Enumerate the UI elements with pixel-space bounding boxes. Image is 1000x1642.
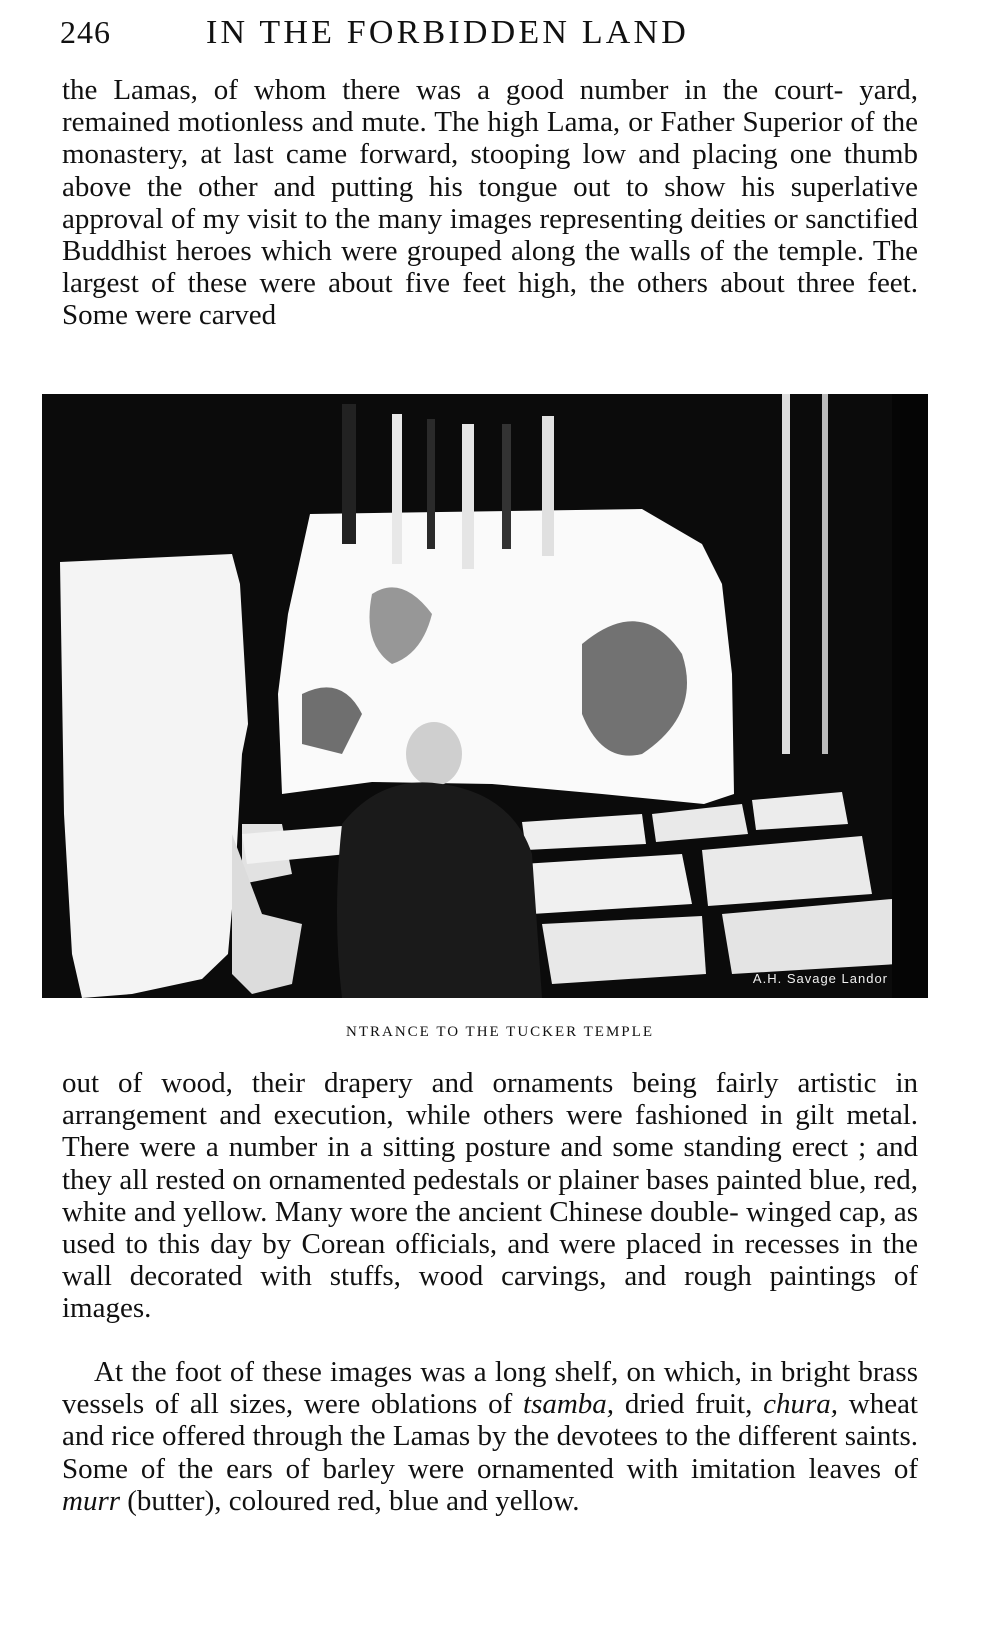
artist-signature: A.H. Savage Landor	[752, 971, 888, 986]
illustration-drawing	[42, 394, 928, 998]
paragraph-3-text-3: wheat and rice offered through the Lamas by the devotees to the different saints. Some of the ears of barley were ornamented with imitation leaves of	[62, 1388, 918, 1485]
italic-term-tsamba: tsamba,	[523, 1388, 615, 1421]
page-number: 246	[60, 14, 111, 50]
paragraph-2: out of wood, their drapery and ornaments being fairly artistic in arrangement and execution, while others were fashioned in gilt metal. There were a number in a sitting posture and some standing erect ; and they all rested on ornamented pedestals or plainer bases painted blue, red, white and yellow. Many wore the ancient Chinese double- winged cap, as used to this day by Corean officials, and were placed in recesses in the wall decorated with stuffs, wood carvings, and rough paintings of images.	[62, 1067, 918, 1325]
figure-caption: NTRANCE TO THE TUCKER TEMPLE	[346, 1024, 654, 1040]
paragraph-3-text-4: (butter), coloured red, blue and yellow.	[120, 1484, 580, 1517]
temple-entrance-illustration	[42, 394, 928, 998]
italic-term-chura: chura,	[763, 1388, 838, 1421]
paragraph-3-text-2: dried fruit,	[614, 1388, 764, 1421]
paragraph-3-text-1: At the foot of these images was a long shelf, on which, in bright brass vessels of all sizes, were oblations of	[62, 1356, 918, 1421]
italic-term-murr: murr	[62, 1484, 121, 1517]
running-head: IN THE FORBIDDEN LAND	[206, 14, 690, 51]
paragraph-3	[62, 1356, 918, 1517]
paragraph-1: the Lamas, of whom there was a good number in the court- yard, remained motionless and mute. The high Lama, or Father Superior of the monastery, at last came forward, stooping low and placing one thumb above the other and putting his tongue out to show his superlative approval of my visit to the many images representing deities or sanctified Buddhist heroes which were grouped along the walls of the temple. The largest of these were about five feet high, the others about three feet. Some were carved	[62, 74, 918, 332]
page-header	[60, 14, 920, 58]
